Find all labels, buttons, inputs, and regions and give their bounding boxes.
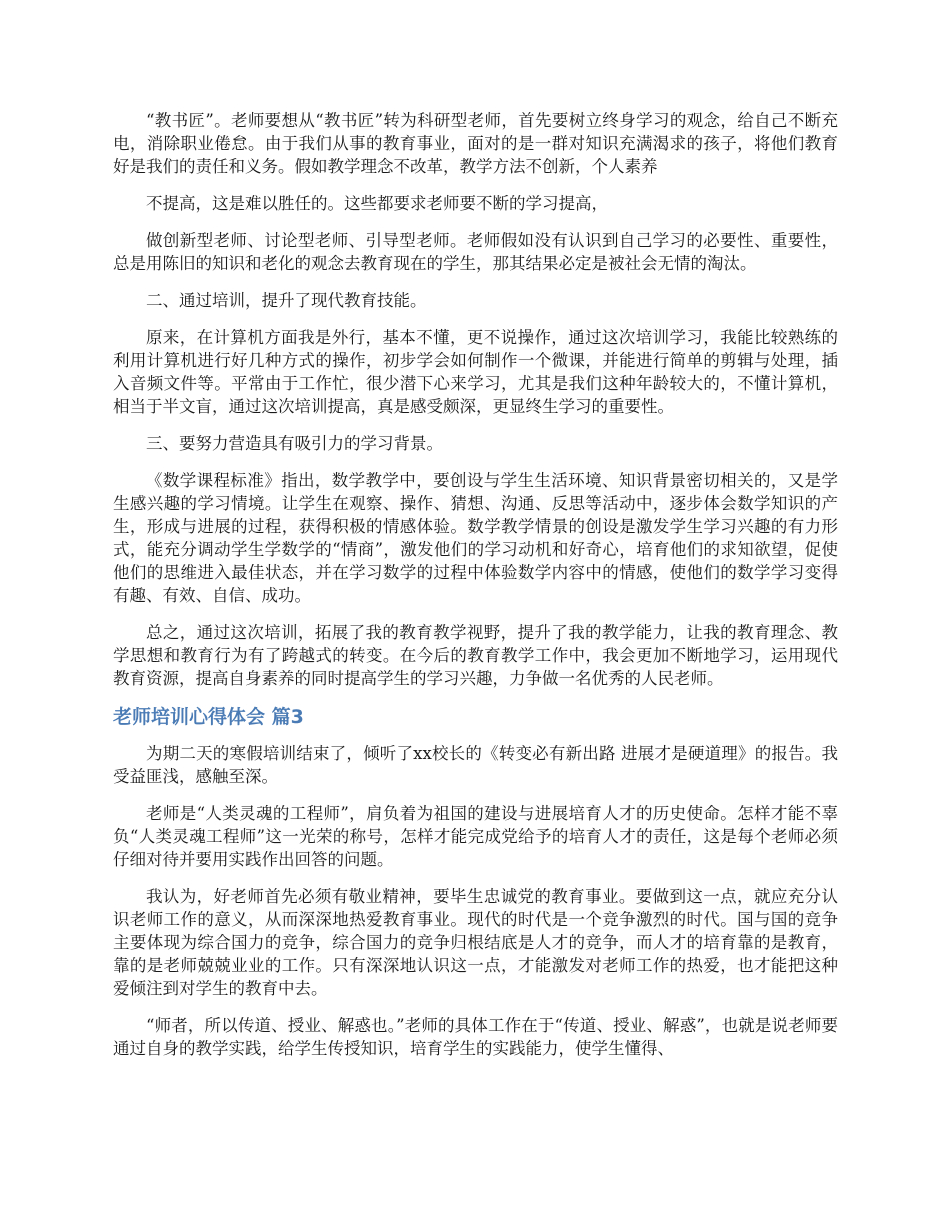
section-heading: 老师培训心得体会 篇3 [113,706,304,728]
paragraph: “教书匠”。老师要想从“教书匠”转为科研型老师，首先要树立终身学习的观念，给自己不断充电，消除职业倦怠。由于我们从事的教育事业，面对的是一群对知识充满渴求的孩子，将他们教育好是我们的责任和义务。假如教学理念不改革，教学方法不创新，个人素养 [113,111,838,176]
subheading-paragraph: 二、通过培训，提升了现代教育技能。 [146,291,427,310]
paragraph: 老师是“人类灵魂的工程师”，肩负着为祖国的建设与进展培育人才的历史使命。怎样才能不辜负“人类灵魂工程师”这一光荣的称号，怎样才能完成党给予的培育人才的责任，这是每个老师必须仔细对待并要用实践作出回答的问题。 [113,804,838,869]
paragraph: 不提高，这是难以胜任的。这些都要求老师要不断的学习提高， [146,194,608,213]
paragraph: 原来，在计算机方面我是外行，基本不懂，更不说操作，通过这次培训学习，我能比较熟练的利用计算机进行好几种方式的操作，初步学会如何制作一个微课，并能进行简单的剪辑与处理，插入音频文件等。平常由于工作忙，很少潜下心来学习，尤其是我们这种年龄较大的，不懂计算机，相当于半文盲，通过这次培训提高，真是感受颇深，更显终生学习的重要性。 [113,328,838,416]
document-body [113,109,838,1074]
paragraph: 做创新型老师、讨论型老师、引导型老师。老师假如没有认识到自己学习的必要性、重要性，总是用陈旧的知识和老化的观念去教育现在的学生，那其结果必定是被社会无情的淘汰。 [113,231,838,273]
paragraph: 《数学课程标准》指出，数学教学中，要创设与学生生活环境、知识背景密切相关的，又是学生感兴趣的学习情境。让学生在观察、操作、猜想、沟通、反思等活动中，逐步体会数学知识的产生，形成与进展的过程，获得积极的情感体验。数学教学情景的创设是激发学生学习兴趣的有力形式，能充分调动学生学数学的“情商”，激发他们的学习动机和好奇心，培育他们的求知欲望，促使他们的思维进入最佳状态，并在学习数学的过程中体验数学内容中的情感，使他们的数学学习变得有趣、有效、自信、成功。 [113,471,838,605]
subheading-paragraph: 三、要努力营造具有吸引力的学习背景。 [146,434,443,453]
paragraph: “师者，所以传道、授业、解惑也。”老师的具体工作在于“传道、授业、解惑”，也就是说老师要通过自身的教学实践，给学生传授知识，培育学生的实践能力，使学生懂得、 [113,1016,838,1058]
paragraph: 我认为，好老师首先必须有敬业精神，要毕生忠诚党的教育事业。要做到这一点，就应充分认识老师工作的意义，从而深深地热爱教育事业。现代的时代是一个竞争激烈的时代。国与国的竞争主要体现为综合国力的竞争，综合国力的竞争归根结底是人才的竞争，而人才的培育靠的是教育，靠的是老师兢兢业业的工作。只有深深地认识这一点，才能激发对老师工作的热爱，也才能把这种爱倾注到对学生的教育中去。 [113,887,838,998]
paragraph: 总之，通过这次培训，拓展了我的教育教学视野，提升了我的教学能力，让我的教育理念、教学思想和教育行为有了跨越式的转变。在今后的教育教学工作中，我会更加不断地学习，运用现代教育资源，提高自身素养的同时提高学生的学习兴趣，力争做一名优秀的人民老师。 [113,623,838,688]
paragraph: 为期二天的寒假培训结束了，倾听了xx校长的《转变必有新出路 进展才是硬道理》的报告。我受益匪浅，感触至深。 [113,744,838,786]
